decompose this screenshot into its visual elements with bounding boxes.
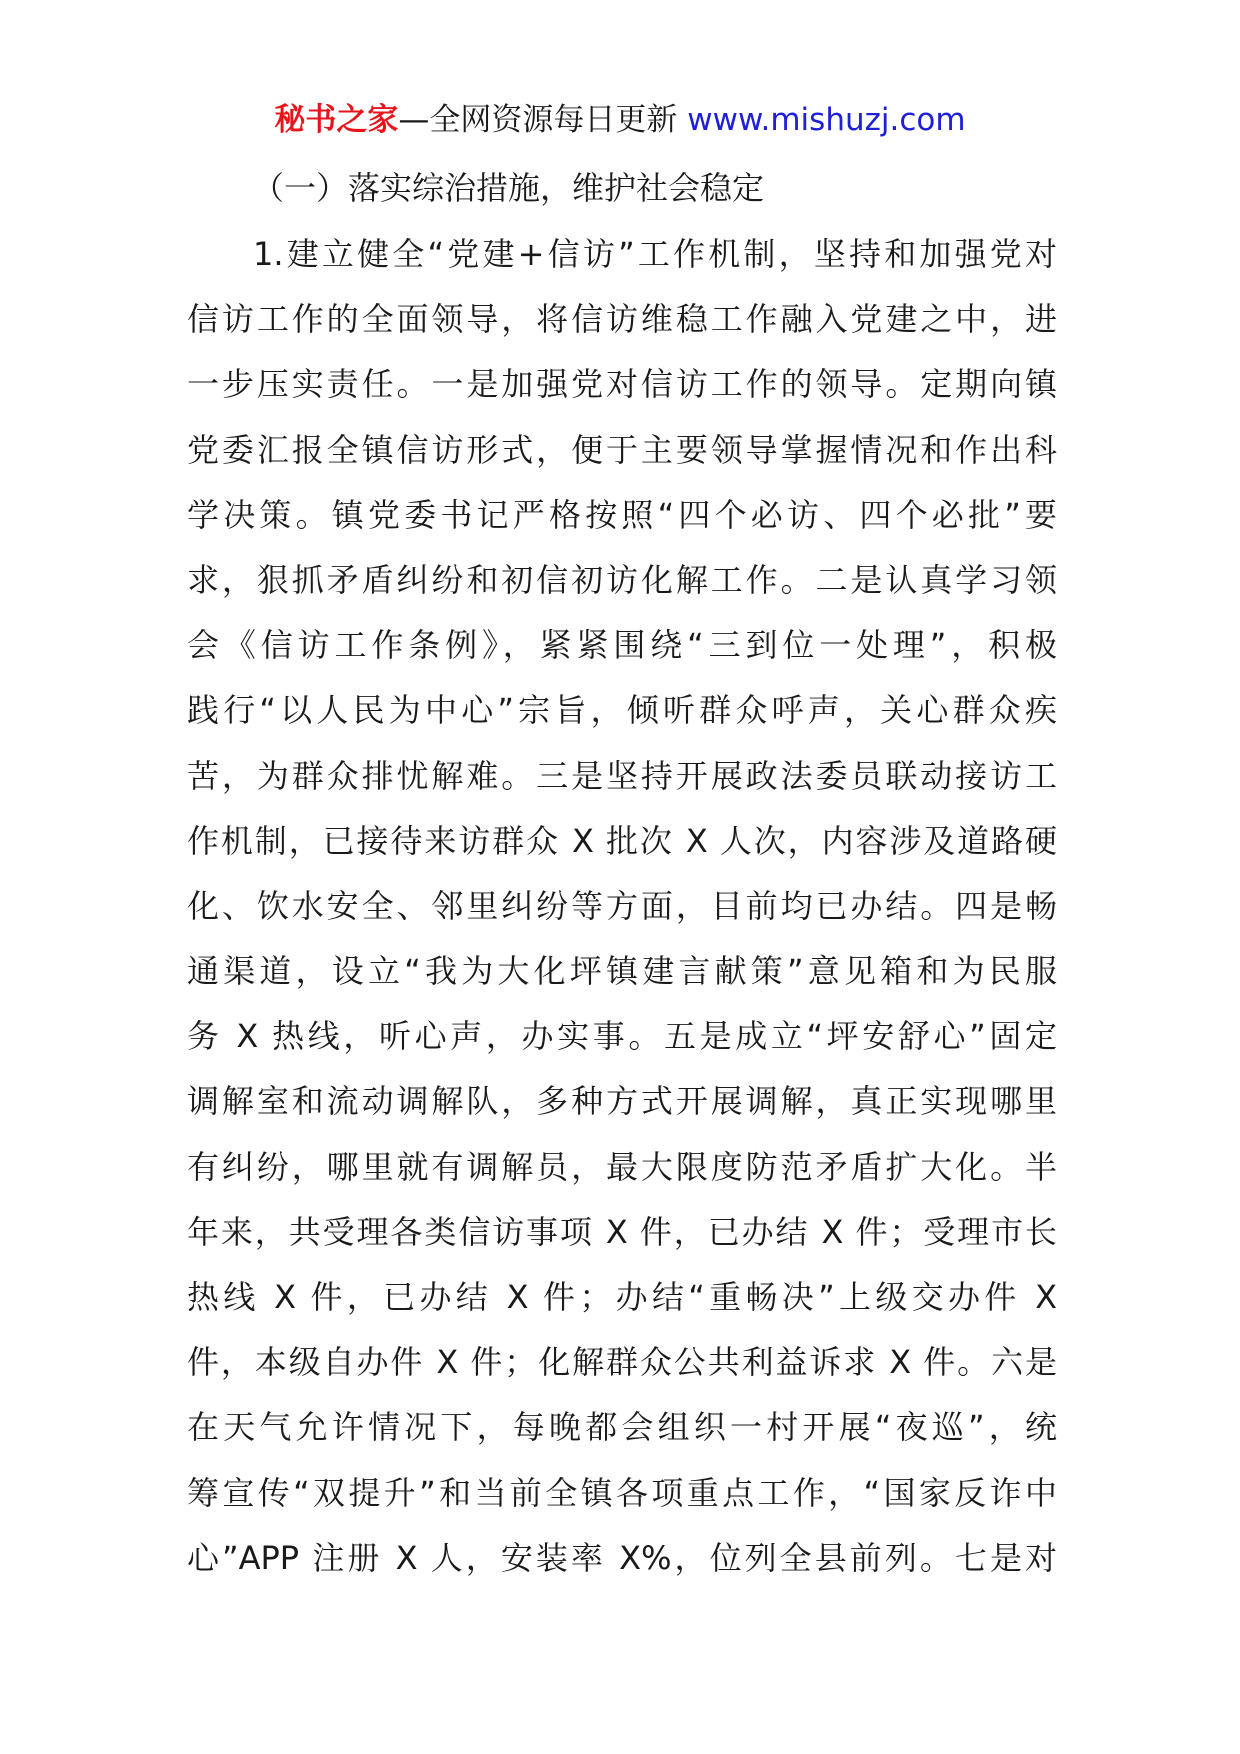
paragraph-line: 苦，为群众排忧解难。三是坚持开展政法委员联动接访工 <box>187 756 1057 795</box>
paragraph-line: 年来，共受理各类信访事项 X 件，已办结 X 件；受理市长 <box>187 1212 1057 1251</box>
paragraph-line: 心”APP 注册 X 人，安装率 X%，位列全县前列。七是对 <box>187 1538 1057 1577</box>
paragraph-line: 通渠道，设立“我为大化坪镇建言献策”意见箱和为民服 <box>187 952 1057 991</box>
paragraph-line: 件，本级自办件 X 件；化解群众公共利益诉求 X 件。六是 <box>187 1343 1057 1382</box>
site-tagline: —全网资源每日更新 <box>398 102 688 138</box>
paragraph-line: 学决策。镇党委书记严格按照“四个必访、四个必批”要 <box>187 495 1057 534</box>
paragraph-line: 筹宣传“双提升”和当前全镇各项重点工作，“国家反诈中 <box>187 1473 1057 1512</box>
paragraph-line: 热线 X 件，已办结 X 件；办结“重畅决”上级交办件 X <box>187 1278 1057 1316</box>
paragraph-line: 信访工作的全面领导，将信访维稳工作融入党建之中，进 <box>187 300 1057 339</box>
paragraph-line: 作机制，已接待来访群众 X 批次 X 人次，内容涉及道路硬 <box>187 821 1057 860</box>
site-banner <box>0 100 1240 140</box>
paragraph-line: 务 X 热线，听心声，办实事。五是成立“坪安舒心”固定 <box>187 1017 1057 1056</box>
paragraph-line: 一步压实责任。一是加强党对信访工作的领导。定期向镇 <box>187 365 1057 404</box>
paragraph-line: 求，狠抓矛盾纠纷和初信初访化解工作。二是认真学习领 <box>187 560 1057 599</box>
site-brand: 秘书之家 <box>274 102 399 138</box>
site-url-link[interactable]: www.mishuzj.com <box>687 102 966 138</box>
paragraph-line: 党委汇报全镇信访形式，便于主要领导掌握情况和作出科 <box>187 430 1057 469</box>
paragraph-line: 调解室和流动调解队，多种方式开展调解，真正实现哪里 <box>187 1082 1057 1121</box>
paragraph-line: 践行“以人民为中心”宗旨，倾听群众呼声，关心群众疾 <box>187 691 1057 730</box>
paragraph-line: 会《信访工作条例》，紧紧围绕“三到位一处理”，积极 <box>187 626 1057 665</box>
body-paragraph <box>187 232 1057 1601</box>
paragraph-line: 有纠纷，哪里就有调解员，最大限度防范矛盾扩大化。半 <box>187 1147 1057 1186</box>
paragraph-line: 在天气允许情况下，每晚都会组织一村开展“夜巡”，统 <box>187 1408 1057 1447</box>
paragraph-line: 1.建立健全“党建+信访”工作机制，坚持和加强党对 <box>253 235 1057 273</box>
paragraph-line: 化、饮水安全、邻里纠纷等方面，目前均已办结。四是畅 <box>187 886 1057 925</box>
section-heading: （一）落实综治措施，维护社会稳定 <box>252 169 765 207</box>
